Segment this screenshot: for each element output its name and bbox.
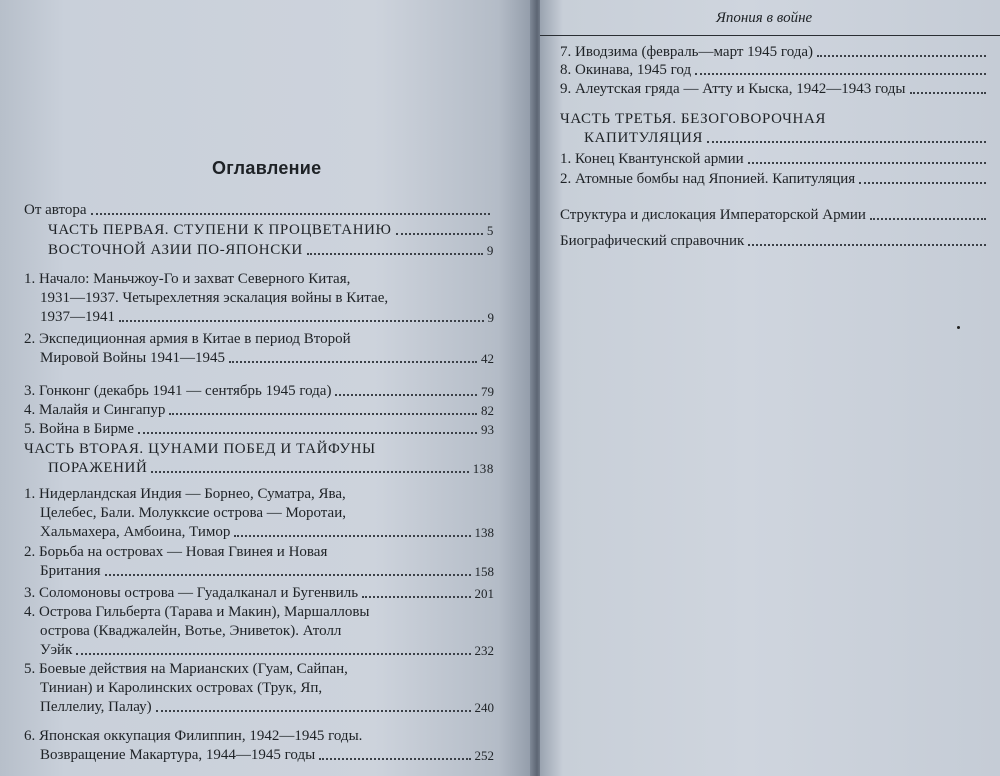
toc-entry-line: Тиниан) и Каролинских островах (Трук, Яп, xyxy=(40,680,323,696)
toc-entry-line: 4. Малайя и Сингапур xyxy=(24,402,166,418)
toc-entry-line: Британия xyxy=(40,563,101,579)
dot-leader xyxy=(307,253,483,255)
dot-leader xyxy=(695,73,986,75)
toc-entry xyxy=(560,150,990,169)
toc-entry xyxy=(24,584,494,603)
dot-leader xyxy=(229,361,477,363)
page-number: 9 xyxy=(487,310,494,325)
page-number: 42 xyxy=(481,351,494,366)
toc-entry-line: 1. Нидерландская Индия — Борнео, Суматра, Ява, xyxy=(24,486,346,502)
dot-leader xyxy=(234,535,470,537)
toc-entry-last-line xyxy=(560,80,990,99)
toc-entry-last-line xyxy=(560,61,990,80)
dot-leader xyxy=(362,596,470,598)
toc-entry-line: ПОРАЖЕНИЙ xyxy=(48,460,148,476)
page-number: 5 xyxy=(486,223,494,238)
toc-entry xyxy=(24,241,494,260)
toc-entry-line: 2. Экспедиционная армия в Китае в период Второй xyxy=(24,331,351,347)
toc-entry-line: 3. Гонконг (декабрь 1941 — сентябрь 1945 года) xyxy=(24,383,332,399)
toc-entry-line: 5. Боевые действия на Марианских (Гуам, Сайпан, xyxy=(24,661,348,677)
page-number: 138 xyxy=(472,461,494,476)
toc-entry-line: ЧАСТЬ ВТОРАЯ. ЦУНАМИ ПОБЕД И ТАЙФУНЫ xyxy=(24,441,376,457)
toc-entry xyxy=(24,420,494,439)
toc-entry-line: ЧАСТЬ ТРЕТЬЯ. БЕЗОГОВОРОЧНАЯ xyxy=(560,111,826,127)
toc-entry-last-line xyxy=(24,641,494,660)
toc-entry-last-line xyxy=(24,401,494,420)
toc-entry-line: 5. Война в Бирме xyxy=(24,421,134,437)
toc-entry xyxy=(24,270,494,327)
toc-entry-line: Пеллелиу, Палау) xyxy=(40,699,152,715)
dot-leader xyxy=(748,244,986,246)
dot-leader xyxy=(169,413,477,415)
toc-entry-line: От автора xyxy=(24,202,87,218)
toc-entry-last-line xyxy=(24,746,494,765)
dot-leader xyxy=(319,758,470,760)
dot-leader xyxy=(396,233,483,235)
dot-leader xyxy=(151,471,468,473)
page-number: 158 xyxy=(474,564,494,579)
dot-leader xyxy=(105,574,471,576)
toc-entry-last-line xyxy=(24,201,494,220)
toc-entry-last-line xyxy=(24,308,494,327)
toc-entry-line: 3. Соломоновы острова — Гуадалканал и Бугенвиль xyxy=(24,585,359,601)
toc-entry xyxy=(560,232,990,251)
toc-entry-last-line xyxy=(24,241,494,260)
running-head: Япония в войне xyxy=(716,10,813,26)
toc-entry-line: острова (Кваджалейн, Вотье, Эниветок). Атолл xyxy=(40,623,342,639)
toc-entry xyxy=(24,603,494,660)
toc-entry-line: Структура и дислокация Императорской Армии xyxy=(560,207,866,223)
right-page xyxy=(540,0,1000,776)
toc-entry xyxy=(560,80,990,99)
page-number: 232 xyxy=(474,643,494,658)
toc-entry-line: Возвращение Макартура, 1944—1945 годы xyxy=(40,747,316,763)
toc-entry-line: 1937—1941 xyxy=(40,309,115,325)
toc-entry xyxy=(24,727,494,765)
dot-leader xyxy=(748,162,986,164)
toc-entry-line: 1. Начало: Маньчжоу-Го и захват Северного Китая, xyxy=(24,271,351,287)
dot-leader xyxy=(707,141,986,143)
toc-entry-last-line xyxy=(24,221,494,240)
dot-leader xyxy=(335,394,477,396)
page-number: 9 xyxy=(486,243,494,258)
header-rule xyxy=(540,35,1000,36)
dot-leader xyxy=(119,320,484,322)
toc-entry xyxy=(560,206,990,225)
page-number: 240 xyxy=(474,700,494,715)
toc-entry xyxy=(24,485,494,542)
toc-entry xyxy=(24,330,494,368)
toc-entry xyxy=(24,660,494,717)
toc-entry-line: Хальмахера, Амбоина, Тимор xyxy=(40,524,231,540)
toc-entry-line: ВОСТОЧНОЙ АЗИИ ПО-ЯПОНСКИ xyxy=(48,242,303,258)
toc-entry-last-line xyxy=(24,523,494,542)
toc-entry-line: 7. Иводзима (февраль—март 1945 года) xyxy=(560,44,814,60)
page-number: 138 xyxy=(474,525,494,540)
toc-entry-last-line xyxy=(560,170,990,189)
toc-entry-line: ЧАСТЬ ПЕРВАЯ. СТУПЕНИ К ПРОЦВЕТАНИЮ xyxy=(48,222,392,238)
toc-entry xyxy=(24,543,494,581)
toc-entry-line: 1931—1937. Четырехлетняя эскалация войны в Китае, xyxy=(40,290,389,306)
toc-entry-line: 6. Японская оккупация Филиппин, 1942—1945 годы. xyxy=(24,728,363,744)
toc-entry-line: Уэйк xyxy=(40,642,73,658)
toc-entry xyxy=(560,110,990,148)
dot-leader xyxy=(870,218,986,220)
toc-entry xyxy=(24,221,494,240)
toc-entry xyxy=(560,170,990,189)
toc-entry-line: 4. Острова Гильберта (Тарава и Макин), Маршалловы xyxy=(24,604,370,620)
toc-entry-line: КАПИТУЛЯЦИЯ xyxy=(584,130,704,146)
dot-leader xyxy=(910,92,987,94)
dot-leader xyxy=(817,55,986,57)
page-number: 82 xyxy=(481,403,494,418)
page-number: 79 xyxy=(481,384,494,399)
toc-entry-line: 8. Окинава, 1945 год xyxy=(560,62,692,78)
toc-entry-line: 2. Борьба на островах — Новая Гвинея и Новая xyxy=(24,544,328,560)
toc-entry xyxy=(560,43,990,62)
toc-entry-last-line xyxy=(24,698,494,717)
toc-entry-line: Биографический справочник xyxy=(560,233,745,249)
toc-entry-line: Целебес, Бали. Молукксие острова — Моротаи, xyxy=(40,505,346,521)
toc-entry-last-line xyxy=(24,349,494,368)
toc-entry-last-line xyxy=(560,129,990,148)
page-number: 201 xyxy=(474,586,494,601)
toc-entry-last-line xyxy=(24,459,494,478)
toc-entry-last-line xyxy=(560,150,990,169)
dot-leader xyxy=(76,653,470,655)
toc-entry xyxy=(24,401,494,420)
toc-entry-last-line xyxy=(24,382,494,401)
toc-entry-line: Мировой Войны 1941—1945 xyxy=(40,350,226,366)
page-number: 93 xyxy=(481,422,494,437)
toc-entry-last-line xyxy=(560,232,990,251)
dot-leader xyxy=(859,182,986,184)
dot-leader xyxy=(156,710,471,712)
toc-entry xyxy=(24,440,494,478)
toc-entry-line: 1. Конец Квантунской армии xyxy=(560,151,744,167)
toc-entry-last-line xyxy=(24,562,494,581)
toc-entry-last-line xyxy=(24,420,494,439)
dot-leader xyxy=(91,213,490,215)
toc-entry xyxy=(24,382,494,401)
toc-entry-last-line xyxy=(560,206,990,225)
toc-entry-line: 2. Атомные бомбы над Японией. Капитуляция xyxy=(560,171,856,187)
page-number: 252 xyxy=(474,748,494,763)
ink-dot xyxy=(957,326,960,329)
toc-entry-line: 9. Алеутская гряда — Атту и Кыска, 1942—1943 годы xyxy=(560,81,906,97)
toc-heading: Оглавление xyxy=(212,158,322,178)
toc-entry-last-line xyxy=(24,584,494,603)
toc-entry xyxy=(560,61,990,80)
toc-entry xyxy=(24,201,494,220)
dot-leader xyxy=(138,432,477,434)
toc-entry-last-line xyxy=(560,43,990,62)
